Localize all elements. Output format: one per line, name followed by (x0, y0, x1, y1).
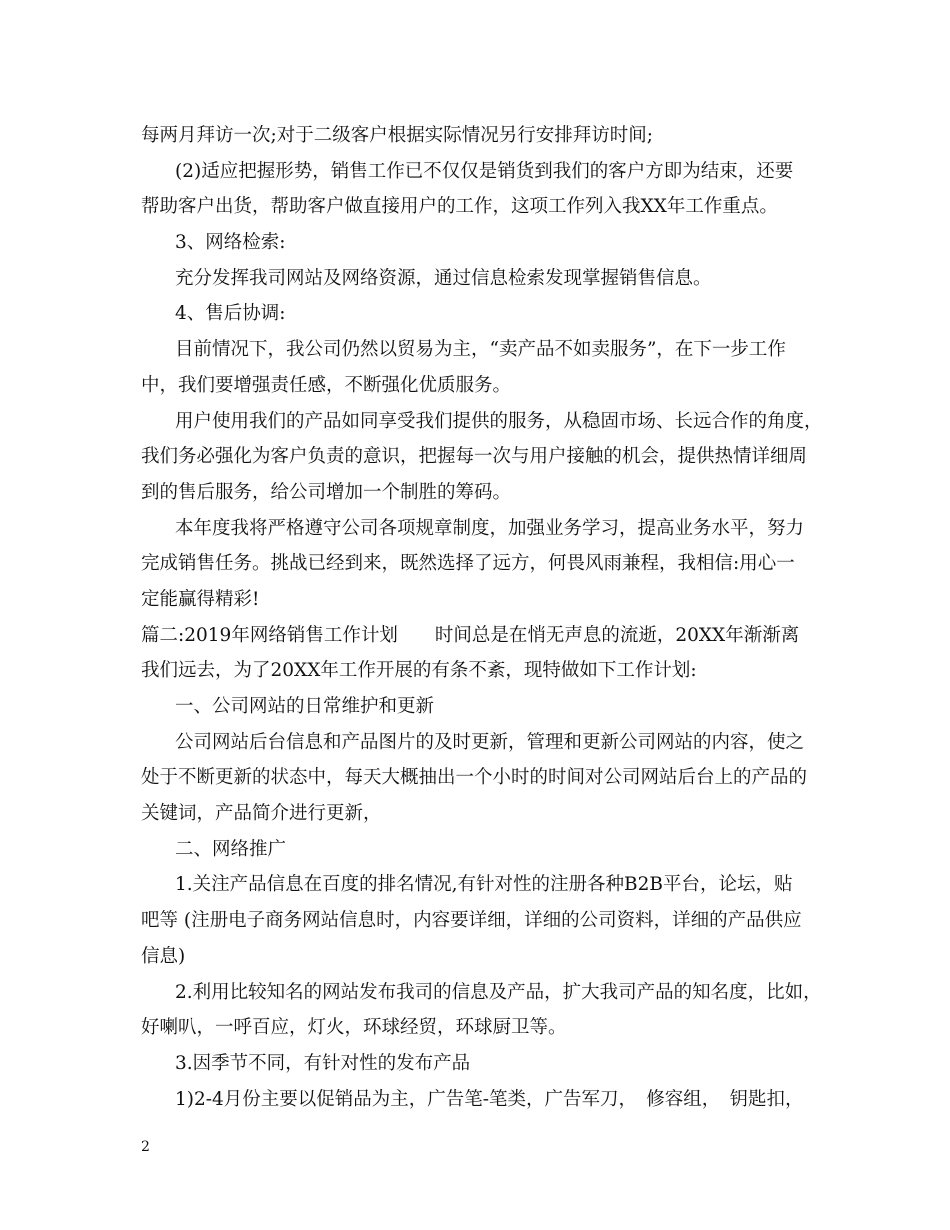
text-line: 吧等 (注册电子商务网站信息时，内容要详细，详细的公司资料，详细的产品供应 (141, 910, 802, 932)
text-line: 帮助客户出货，帮助客户做直接用户的工作，这项工作列入我XX年工作重点。 (141, 196, 778, 218)
text-line: 每两月拜访一次;对于二级客户根据实际情况另行安排拜访时间; (141, 125, 653, 146)
text-line: 处于不断更新的状态中，每天大概抽出一个小时的时间对公司网站后台上的产品的 (141, 767, 808, 789)
text-line: 公司网站后台信息和产品图片的及时更新，管理和更新公司网站的内容，使之 (175, 731, 805, 753)
text-line: 1.关注产品信息在百度的排名情况,有针对性的注册各种B2B平台，论坛，贴 (175, 874, 793, 896)
article-title-line: 篇二:2019年网络销售工作计划 时间总是在悄无声息的流逝，20XX年渐渐离 (141, 624, 800, 646)
document-body (141, 118, 821, 1117)
text-line: (2)适应把握形势，销售工作已不仅仅是销货到我们的客户方即为结束，还要 (175, 160, 794, 182)
text-line: 中，我们要增强责任感，不断强化优质服务。 (141, 374, 512, 396)
section-heading: 3、网络检索: (175, 232, 286, 254)
text-line: 好喇叭，一呼百应，灯火，环球经贸，环球厨卫等。 (141, 1017, 567, 1039)
text-line: 信息) (141, 945, 186, 967)
text-line: 本年度我将严格遵守公司各项规章制度，加强业务学习，提高业务水平，努力 (175, 517, 805, 539)
section-heading: 一、公司网站的日常维护和更新 (175, 696, 435, 717)
section-heading: 4、售后协调: (175, 303, 286, 325)
text-line: 目前情况下，我公司仍然以贸易为主，“卖产品不如卖服务”，在下一步工作 (175, 339, 786, 361)
text-line: 定能赢得精彩! (141, 588, 260, 610)
text-line: 关键词，产品简介进行更新， (141, 803, 382, 825)
text-line: 2.利用比较知名的网站发布我司的信息及产品，扩大我司产品的知名度，比如， (175, 981, 822, 1003)
text-line: 我们务必强化为客户负责的意识，把握每一次与用户接触的机会，提供热情详细周 (141, 446, 808, 468)
page-number: 2 (141, 1139, 150, 1155)
text-line: 3.因季节不同，有针对性的发布产品 (175, 1052, 471, 1074)
text-line: 1)2-4月份主要以促销品为主，广告笔-笔类，广告军刀， 修容组， 钥匙扣， (175, 1088, 804, 1110)
section-heading: 二、网络推广 (175, 838, 287, 860)
text-line: 用户使用我们的产品如同享受我们提供的服务，从稳固市场、长远合作的角度， (175, 410, 823, 432)
text-line: 到的售后服务，给公司增加一个制胜的筹码。 (141, 481, 512, 503)
text-line: 完成销售任务。挑战已经到来，既然选择了远方，何畏风雨兼程，我相信:用心一 (141, 553, 795, 575)
text-line: 我们远去，为了20XX年工作开展的有条不紊，现特做如下工作计划: (141, 660, 697, 682)
text-line: 充分发挥我司网站及网络资源，通过信息检索发现掌握销售信息。 (175, 267, 712, 289)
